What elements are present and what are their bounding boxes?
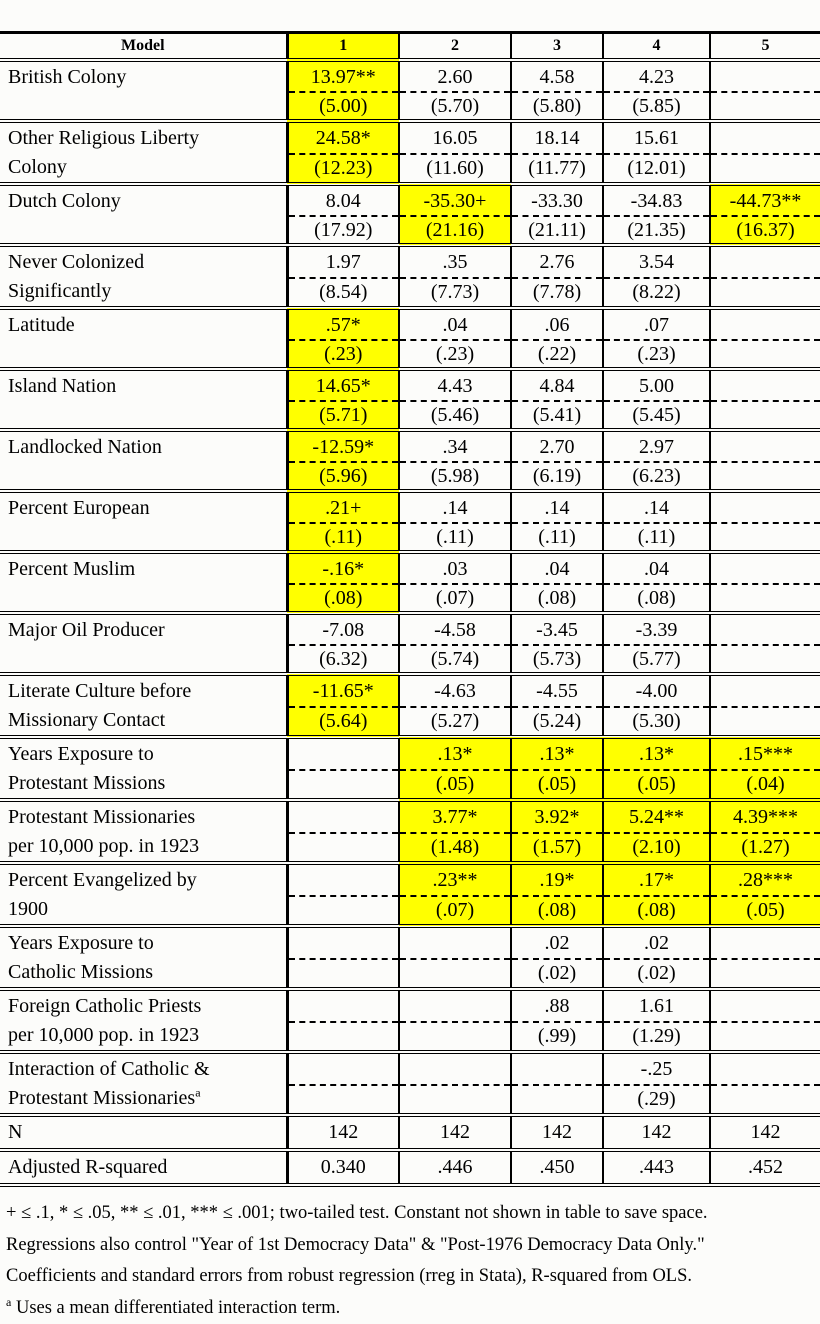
se-cell: (5.00) — [287, 92, 399, 121]
se-cell: (.23) — [287, 340, 399, 369]
coef-cell — [710, 369, 820, 401]
coef-cell: .28*** — [710, 863, 820, 896]
coef-cell — [710, 989, 820, 1022]
se-cell — [710, 1022, 820, 1052]
coef-cell: 2.97 — [603, 430, 710, 462]
se-cell: (.08) — [511, 896, 603, 926]
coef-cell: .04 — [399, 308, 511, 340]
coef-cell: -3.45 — [511, 613, 603, 645]
coef-cell: 2.76 — [511, 245, 603, 278]
header-row — [0, 33, 820, 61]
se-cell — [710, 1085, 820, 1115]
variable-row — [0, 245, 820, 278]
se-cell — [710, 92, 820, 121]
coef-cell: -34.83 — [603, 184, 710, 216]
coef-cell — [710, 613, 820, 645]
se-cell: (5.85) — [603, 92, 710, 121]
coef-cell — [710, 245, 820, 278]
coef-cell: 13.97** — [287, 60, 399, 92]
coef-cell — [287, 989, 399, 1022]
row-label — [0, 430, 287, 491]
coef-cell: -4.63 — [399, 674, 511, 707]
coef-cell: 3.54 — [603, 245, 710, 278]
se-cell: (5.64) — [287, 707, 399, 737]
coef-cell — [710, 674, 820, 707]
se-cell: (1.48) — [399, 833, 511, 863]
se-cell: (.23) — [603, 340, 710, 369]
se-cell: (21.16) — [399, 216, 511, 245]
coef-cell: -3.39 — [603, 613, 710, 645]
coef-cell: 5.00 — [603, 369, 710, 401]
variable-row — [0, 369, 820, 401]
se-cell — [287, 896, 399, 926]
se-cell — [710, 707, 820, 737]
coef-cell — [710, 1052, 820, 1085]
row-label-line: Catholic Missions — [8, 961, 153, 983]
coef-cell: .21+ — [287, 491, 399, 523]
row-label — [0, 800, 287, 863]
row-label — [0, 245, 287, 308]
se-cell: (17.92) — [287, 216, 399, 245]
se-cell: (.02) — [603, 959, 710, 989]
variable-row — [0, 800, 820, 833]
variable-row — [0, 184, 820, 216]
row-label-line: Percent Muslim — [8, 558, 135, 580]
se-cell: (.11) — [603, 523, 710, 552]
coef-cell: 3.77* — [399, 800, 511, 833]
column-header-2: 2 — [399, 33, 511, 61]
coef-cell: 4.58 — [511, 60, 603, 92]
row-label-line: British Colony — [8, 66, 126, 88]
se-cell: (21.11) — [511, 216, 603, 245]
row-label-line: Protestant Missionaries — [8, 806, 195, 828]
coef-cell: 4.43 — [399, 369, 511, 401]
row-label — [0, 926, 287, 989]
row-label-line: per 10,000 pop. in 1923 — [8, 1024, 199, 1046]
coef-cell: 24.58* — [287, 121, 399, 154]
se-cell — [511, 1085, 603, 1115]
se-cell — [287, 1022, 399, 1052]
variable-row — [0, 674, 820, 707]
coef-cell — [287, 737, 399, 770]
coef-cell: .13* — [399, 737, 511, 770]
se-cell: (11.60) — [399, 154, 511, 184]
row-label-line: Latitude — [8, 314, 75, 336]
coef-cell: -4.58 — [399, 613, 511, 645]
footnotes — [0, 1198, 820, 1324]
se-cell: (.22) — [511, 340, 603, 369]
row-label-line: Protestant Missions — [8, 772, 165, 794]
row-label-line: Other Religious Liberty — [8, 127, 199, 149]
se-cell: (12.23) — [287, 154, 399, 184]
coef-cell: .34 — [399, 430, 511, 462]
coef-cell: .15*** — [710, 737, 820, 770]
column-header-4: 4 — [603, 33, 710, 61]
coef-cell — [710, 491, 820, 523]
row-label — [0, 613, 287, 674]
row-label — [0, 121, 287, 184]
footnote-marker: a — [6, 1294, 11, 1308]
variable-row — [0, 613, 820, 645]
summary-value: 142 — [287, 1115, 399, 1150]
coef-cell — [710, 926, 820, 959]
variable-row — [0, 60, 820, 92]
footnote-line — [6, 1230, 810, 1262]
se-cell: (.05) — [511, 770, 603, 800]
se-cell: (5.46) — [399, 401, 511, 430]
footnote-line — [6, 1261, 810, 1293]
row-label-line: Missionary Contact — [8, 709, 165, 731]
se-cell: (.05) — [710, 896, 820, 926]
row-label-line: Percent European — [8, 497, 150, 519]
se-cell: (6.19) — [511, 462, 603, 491]
coef-cell: .35 — [399, 245, 511, 278]
summary-value: .452 — [710, 1150, 820, 1185]
se-cell: (5.45) — [603, 401, 710, 430]
coef-cell — [287, 926, 399, 959]
coef-cell: 8.04 — [287, 184, 399, 216]
se-cell — [287, 1085, 399, 1115]
coef-cell: .02 — [603, 926, 710, 959]
coef-cell: -44.73** — [710, 184, 820, 216]
se-cell: (5.27) — [399, 707, 511, 737]
summary-value: .443 — [603, 1150, 710, 1185]
row-label-line: Foreign Catholic Priests — [8, 995, 201, 1017]
se-cell — [710, 959, 820, 989]
column-header-1: 1 — [287, 33, 399, 61]
summary-row — [0, 1150, 820, 1185]
coef-cell: -4.55 — [511, 674, 603, 707]
variable-row — [0, 121, 820, 154]
se-cell — [710, 401, 820, 430]
coef-cell: -11.65* — [287, 674, 399, 707]
coef-cell: 15.61 — [603, 121, 710, 154]
coef-cell: 2.70 — [511, 430, 603, 462]
row-label — [0, 737, 287, 800]
row-label-line: Never Colonized — [8, 251, 144, 273]
se-cell: (8.22) — [603, 278, 710, 308]
se-cell: (.07) — [399, 584, 511, 613]
coef-cell: .14 — [399, 491, 511, 523]
row-label-line: Protestant Missionaries — [8, 1087, 195, 1109]
footnote-text: + ≤ .1, * ≤ .05, ** ≤ .01, *** ≤ .001; two-tailed test. Constant not shown in table to save space. — [6, 1203, 708, 1223]
regression-table — [0, 31, 820, 1187]
coef-cell: 1.61 — [603, 989, 710, 1022]
footnote-line — [6, 1198, 810, 1230]
footnote-marker: a — [195, 1085, 200, 1099]
row-label-line: Years Exposure to — [8, 932, 154, 954]
se-cell: (.04) — [710, 770, 820, 800]
row-label-line: Colony — [8, 156, 67, 178]
se-cell: (21.35) — [603, 216, 710, 245]
se-cell — [710, 645, 820, 674]
row-label-line: 1900 — [8, 898, 48, 920]
row-label — [0, 60, 287, 121]
se-cell: (5.98) — [399, 462, 511, 491]
row-label — [0, 552, 287, 613]
se-cell: (5.80) — [511, 92, 603, 121]
variable-row — [0, 989, 820, 1022]
coef-cell — [710, 121, 820, 154]
se-cell: (.11) — [287, 523, 399, 552]
summary-label: Adjusted R-squared — [0, 1150, 287, 1185]
coef-cell: 4.84 — [511, 369, 603, 401]
variable-row — [0, 552, 820, 584]
se-cell — [710, 340, 820, 369]
variable-row — [0, 1052, 820, 1085]
coef-cell: -.16* — [287, 552, 399, 584]
se-cell: (.08) — [603, 584, 710, 613]
footnote-text: Regressions also control "Year of 1st Democracy Data" & "Post-1976 Democracy Data Only." — [6, 1235, 705, 1255]
se-cell — [399, 959, 511, 989]
coef-cell — [287, 1052, 399, 1085]
se-cell: (5.70) — [399, 92, 511, 121]
coef-cell: 3.92* — [511, 800, 603, 833]
row-label-line: Significantly — [8, 280, 111, 302]
coef-cell: .04 — [603, 552, 710, 584]
row-label — [0, 863, 287, 926]
se-cell — [399, 1085, 511, 1115]
se-cell: (11.77) — [511, 154, 603, 184]
se-cell — [710, 584, 820, 613]
se-cell: (5.96) — [287, 462, 399, 491]
coef-cell: .57* — [287, 308, 399, 340]
variable-row — [0, 430, 820, 462]
se-cell — [287, 833, 399, 863]
se-cell: (.07) — [399, 896, 511, 926]
summary-value: 142 — [710, 1115, 820, 1150]
se-cell: (16.37) — [710, 216, 820, 245]
coef-cell: .06 — [511, 308, 603, 340]
row-label-line: Interaction of Catholic & — [8, 1058, 210, 1080]
coef-cell: .19* — [511, 863, 603, 896]
coef-cell — [287, 800, 399, 833]
se-cell: (.02) — [511, 959, 603, 989]
se-cell: (2.10) — [603, 833, 710, 863]
se-cell — [710, 523, 820, 552]
se-cell: (.11) — [511, 523, 603, 552]
footnote-text: Coefficients and standard errors from robust regression (rreg in Stata), R-squared from OLS. — [6, 1266, 692, 1286]
coef-cell: .23** — [399, 863, 511, 896]
coef-cell: -4.00 — [603, 674, 710, 707]
se-cell: (.08) — [287, 584, 399, 613]
summary-value: 0.340 — [287, 1150, 399, 1185]
row-label — [0, 308, 287, 369]
se-cell: (12.01) — [603, 154, 710, 184]
summary-value: 142 — [399, 1115, 511, 1150]
row-label-line: per 10,000 pop. in 1923 — [8, 835, 199, 857]
coef-cell: -35.30+ — [399, 184, 511, 216]
se-cell: (.23) — [399, 340, 511, 369]
se-cell — [710, 462, 820, 491]
se-cell — [399, 1022, 511, 1052]
se-cell — [287, 770, 399, 800]
se-cell — [710, 154, 820, 184]
row-label-line: Island Nation — [8, 375, 116, 397]
se-cell: (1.27) — [710, 833, 820, 863]
row-label — [0, 674, 287, 737]
row-label-line: Dutch Colony — [8, 190, 121, 212]
coef-cell — [710, 308, 820, 340]
coef-cell — [399, 1052, 511, 1085]
coef-cell: 2.60 — [399, 60, 511, 92]
coef-cell: .13* — [603, 737, 710, 770]
coef-cell: -.25 — [603, 1052, 710, 1085]
se-cell: (5.74) — [399, 645, 511, 674]
coef-cell: .03 — [399, 552, 511, 584]
footnote-line — [6, 1293, 810, 1324]
se-cell: (.08) — [603, 896, 710, 926]
se-cell: (.11) — [399, 523, 511, 552]
summary-value: 142 — [511, 1115, 603, 1150]
variable-row — [0, 926, 820, 959]
coef-cell: .88 — [511, 989, 603, 1022]
row-label-line: Years Exposure to — [8, 743, 154, 765]
row-label-line: Literate Culture before — [8, 680, 191, 702]
summary-value: 142 — [603, 1115, 710, 1150]
summary-value: .450 — [511, 1150, 603, 1185]
se-cell: (.08) — [511, 584, 603, 613]
se-cell: (8.54) — [287, 278, 399, 308]
se-cell: (1.29) — [603, 1022, 710, 1052]
se-cell: (5.77) — [603, 645, 710, 674]
coef-cell: 4.23 — [603, 60, 710, 92]
row-label-line: Landlocked Nation — [8, 436, 162, 458]
row-label-line: Major Oil Producer — [8, 619, 165, 641]
coef-cell — [399, 989, 511, 1022]
row-label — [0, 491, 287, 552]
column-header-5: 5 — [710, 33, 820, 61]
coef-cell: 1.97 — [287, 245, 399, 278]
coef-cell: .02 — [511, 926, 603, 959]
row-label — [0, 1052, 287, 1115]
coef-cell: -33.30 — [511, 184, 603, 216]
coef-cell: .13* — [511, 737, 603, 770]
coef-cell — [511, 1052, 603, 1085]
summary-value: .446 — [399, 1150, 511, 1185]
variable-row — [0, 308, 820, 340]
se-cell: (1.57) — [511, 833, 603, 863]
coef-cell: .14 — [511, 491, 603, 523]
coef-cell — [287, 863, 399, 896]
coef-cell: 16.05 — [399, 121, 511, 154]
se-cell: (6.32) — [287, 645, 399, 674]
se-cell: (6.23) — [603, 462, 710, 491]
se-cell: (.29) — [603, 1085, 710, 1115]
coef-cell: .14 — [603, 491, 710, 523]
table-body — [0, 60, 820, 1185]
row-label-line: Percent Evangelized by — [8, 869, 197, 891]
se-cell: (5.41) — [511, 401, 603, 430]
coef-cell: -12.59* — [287, 430, 399, 462]
row-label — [0, 989, 287, 1052]
coef-cell — [710, 552, 820, 584]
se-cell: (7.78) — [511, 278, 603, 308]
se-cell: (.99) — [511, 1022, 603, 1052]
coef-cell: .04 — [511, 552, 603, 584]
summary-label: N — [0, 1115, 287, 1150]
se-cell — [287, 959, 399, 989]
coef-cell: .07 — [603, 308, 710, 340]
se-cell: (5.24) — [511, 707, 603, 737]
coef-cell: 14.65* — [287, 369, 399, 401]
coef-cell: -7.08 — [287, 613, 399, 645]
coef-cell: .17* — [603, 863, 710, 896]
variable-row — [0, 863, 820, 896]
se-cell: (5.71) — [287, 401, 399, 430]
coef-cell — [710, 60, 820, 92]
coef-cell: 4.39*** — [710, 800, 820, 833]
se-cell: (5.73) — [511, 645, 603, 674]
coef-cell: 18.14 — [511, 121, 603, 154]
summary-row — [0, 1115, 820, 1150]
footnote-text: Uses a mean differentiated interaction term. — [11, 1298, 340, 1318]
se-cell: (.05) — [399, 770, 511, 800]
coef-cell — [710, 430, 820, 462]
se-cell — [710, 278, 820, 308]
se-cell: (7.73) — [399, 278, 511, 308]
variable-row — [0, 491, 820, 523]
se-cell: (.05) — [603, 770, 710, 800]
model-header: Model — [0, 33, 287, 61]
se-cell: (5.30) — [603, 707, 710, 737]
column-header-3: 3 — [511, 33, 603, 61]
table-header — [0, 33, 820, 61]
coef-cell: 5.24** — [603, 800, 710, 833]
row-label — [0, 184, 287, 245]
row-label — [0, 369, 287, 430]
variable-row — [0, 737, 820, 770]
coef-cell — [399, 926, 511, 959]
